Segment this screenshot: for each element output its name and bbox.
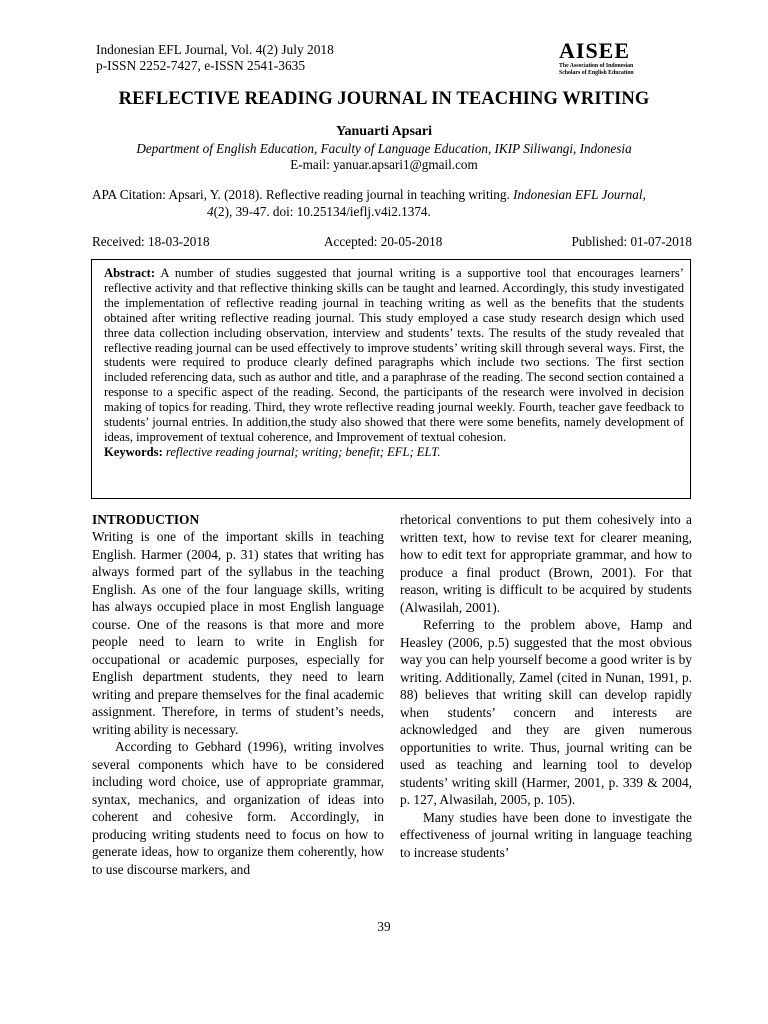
- logo-subtitle: [559, 63, 654, 77]
- section-heading: INTRODUCTION: [92, 512, 200, 527]
- abstract-box: [91, 259, 691, 499]
- keywords-label: Keywords:: [104, 444, 163, 459]
- citation-journal: Indonesian EFL Journal,: [513, 187, 646, 202]
- citation-rest: (2), 39-47. doi: 10.25134/ieflj.v4i2.1374.: [213, 203, 431, 219]
- page-number: 39: [377, 919, 391, 934]
- intro-paragraph-3: rhetorical conventions to put them cohesively into a written text, how to revise text for clearer meaning, how to edit text for appropriate grammar, and how to produce a final product (Brown, 2001). For that reason, writing is difficult to be acquired by students (Alwasilah, 2001).: [400, 512, 692, 615]
- abstract-text: A number of studies suggested that journal writing is a supportive tool that encourages learners’ reflective activity and that reflective thinking skills can be taught and learned. Accordingly, this study investigated the implementation of reflective reading journal in teaching writing as well as the benefits that the students obtained after writing reflective reading journal. This study employed a case study research design which used three data collection including observation, interview and students’ texts. The results of the study revealed that reflective reading journal can be used effectively to improve students’ writing skill through several ways. First, the students were required to produce clearly defined paragraphs which include two sections. The first section included referencing data, such as author and title, and a paraphrase of the reading. The second section contained a response to a specific aspect of the reading. Second, the participants of the research were involved in decision making of topics for reading. Third, they wrote reflective reading journal weekly. Fourth, teacher gave feedback to students’ journal entries. In addition,the study also showed that there were some benefits, namely development of ideas, improvement of textual coherence, and Improvement of textual cohesion.: [104, 266, 684, 444]
- logo-subtitle-line-1: The Association of Indonesian: [559, 63, 634, 69]
- received-date: Received: 18-03-2018: [92, 234, 210, 249]
- citation-prefix: APA Citation: Apsari, Y. (2018). Reflective reading journal in teaching writing.: [92, 187, 514, 202]
- right-column: [400, 511, 692, 861]
- logo-wordmark: AISEE: [559, 38, 631, 63]
- paper-title: REFLECTIVE READING JOURNAL IN TEACHING WRITING: [118, 89, 650, 109]
- journal-info-line: Indonesian EFL Journal, Vol. 4(2) July 2018: [96, 42, 334, 57]
- published-date: Published: 01-07-2018: [571, 234, 692, 249]
- issn-line: p-ISSN 2252-7427, e-ISSN 2541-3635: [96, 57, 306, 73]
- intro-paragraph-5: Many studies have been done to investigate the effectiveness of journal writing in language teaching to increase students’: [400, 809, 692, 860]
- intro-paragraph-1: Writing is one of the important skills in teaching English. Harmer (2004, p. 31) states that writing has always formed part of the syllabus in the teaching English. As one of the four language skills, writing has always occupied place in most English language course. One of the reasons is that more and more people need to learn to write in English for occupational or academic purposes, especially for English department students, they need to learn writing and prepare themselves for the final academic assignment. Therefore, in terms of student’s needs, writing ability is necessary.: [92, 529, 384, 737]
- author-affiliation: Department of English Education, Faculty of Language Education, IKIP Siliwangi, Indonesia: [136, 141, 632, 156]
- keywords-line: [104, 445, 684, 460]
- keywords-text: reflective reading journal; writing; benefit; EFL; ELT.: [162, 444, 441, 459]
- intro-paragraph-2: According to Gebhard (1996), writing involves several components which have to be considered including word choice, use of appropriate grammar, syntax, mechanics, and organization of ideas into coherent and cohesive form. Accordingly, in producing writing students need to focus on how to generate ideas, how to organize them coherently, how to use discourse markers, and: [92, 739, 384, 877]
- apa-citation: [92, 187, 692, 220]
- aisee-logo: [559, 40, 654, 77]
- abstract-label: Abstract:: [104, 266, 156, 280]
- intro-paragraph-4: Referring to the problem above, Hamp and Heasley (2006, p.5) suggested that the most obvious way you can help yourself become a good writer is by writing. Additionally, Zamel (cited in Nunan, 1991, p. 88) believes that writing skill can develop rapidly when students’ concern and interests are acknowledged and they are given numerous opportunities to write. Thus, journal writing can be used as teaching and learning tool to develop students’ writing skill (Harmer, 2001, p. 339 & 2004, p. 127, Alwasilah, 2005, p. 105).: [400, 617, 692, 807]
- logo-subtitle-line-2: Scholars of English Education: [559, 70, 634, 76]
- abstract-paragraph: [104, 266, 684, 445]
- author-name: Yanuarti Apsari: [335, 124, 433, 139]
- citation-volume: 4: [207, 203, 214, 219]
- left-column: [92, 511, 384, 878]
- journal-header: [96, 42, 334, 73]
- author-email: E-mail: yanuar.apsari1@gmail.com: [290, 157, 478, 172]
- accepted-date: Accepted: 20-05-2018: [324, 234, 443, 249]
- citation-second-line: [92, 204, 692, 221]
